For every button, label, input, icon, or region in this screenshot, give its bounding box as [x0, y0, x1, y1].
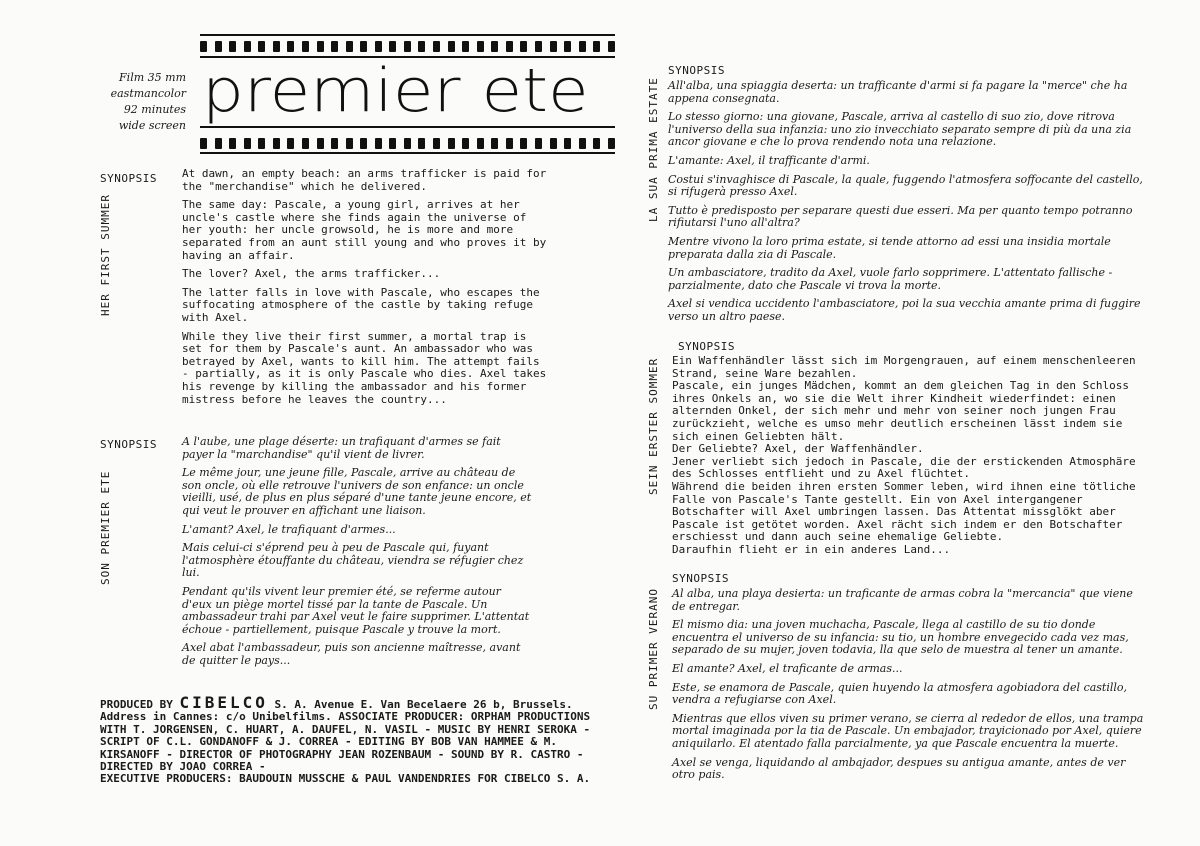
de-paragraph: Der Geliebte? Axel, der Waffenhändler. [672, 442, 924, 456]
film-info [100, 70, 186, 134]
synopsis-heading-fr: SYNOPSIS [100, 438, 157, 451]
vertical-label-fr: SON PREMIER ETE [99, 470, 112, 585]
filmstrip-bottom-line [200, 152, 615, 154]
credits-line-4: SCRIPT OF C.L. GONDANOFF & J. CORREA - EDITING BY BOB VAN HAMMEE & M. [100, 735, 557, 749]
de-paragraph: Während die beiden ihren ersten Sommer leben, wird ihnen eine tötliche Falle von Pascale's Tante gestellt. Ein von Axel intergangener Botschafter will Axel umbringen lassen. Das Attentat missglökt aber Pascale ist getötet worden. Axel rächt sich indem er den Botschafter erschiesst und dann auch seine ehemalige Geliebte. [672, 479, 1136, 544]
vertical-label-it: LA SUA PRIMA ESTATE [647, 77, 660, 222]
film-screen: wide screen [118, 119, 186, 132]
it-paragraph: Mentre vivono la loro prima estate, si tende attorno ad essi una insidia mortale preparata dalla zia di Pascale. [668, 234, 1111, 261]
synopsis-en [182, 168, 552, 412]
fr-paragraph: A l'aube, une plage déserte: un trafiquant d'armes se fait payer la "marchandise" qu'il vient de livrer. [182, 435, 501, 461]
synopsis-de [672, 355, 1142, 557]
it-paragraph: L'amante: Axel, il trafficante d'armi. [668, 153, 870, 167]
de-paragraph: Ein Waffenhändler lässt sich im Morgengrauen, auf einem menschenleeren Strand, seine Ware bezahlen. [672, 354, 1136, 380]
it-paragraph: Costui s'invaghisce di Pascale, la quale, fuggendo l'atmosfera soffocante del castello, si rifugerà presso Axel. [668, 172, 1143, 199]
en-paragraph: The lover? Axel, the arms trafficker... [182, 267, 441, 281]
it-paragraph: Tutto è predisposto per separare questi due esseri. Ma per quanto tempo potranno rifiutarsi l'uno all'altra? [668, 203, 1133, 230]
synopsis-heading-it: SYNOPSIS [668, 64, 725, 77]
it-paragraph: Un ambasciatore, tradito da Axel, vuole farlo sopprimere. L'attentato fallische - parzialmente, dato che Pascale vi trova la morte. [668, 266, 1113, 292]
es-paragraph: Al alba, una playa desierta: un traficante de armas cobra la "mercancia" que viene de entregar. [672, 587, 1133, 613]
vertical-label-es: SU PRIMER VERANO [647, 588, 660, 710]
it-paragraph: Lo stesso giorno: una giovane, Pascale, arriva al castello di suo zio, dove ritrova l'universo della sua infanzia: uno zio invecchiato separato sempre di più da una zia ancor giovane e che lo prova rendendo nota una relazione. [668, 110, 1132, 149]
credits [100, 693, 620, 786]
filmstrip-top-line [200, 34, 615, 36]
fr-paragraph: L'amant? Axel, le trafiquant d'armes... [182, 522, 396, 536]
es-paragraph: El mismo dia: una joven muchacha, Pascale, llega al castillo de su tio donde encuentra el universo de su infancia: su tio, un hombre envegecido cada vez mas, separado de su mujer, joven todavia, lla que selo de muestra al tener un amante. [672, 618, 1129, 657]
synopsis-heading-en: SYNOPSIS [100, 172, 157, 185]
credits-line-1 [100, 693, 620, 712]
filmstrip-title-bottom-line [200, 126, 615, 128]
company-logo: CIBELCO [179, 693, 268, 712]
fr-paragraph: Le même jour, une jeune fille, Pascale, arrive au château de son oncle, où elle retrouve l'univers de son enfance: un oncle vieilli, usé, de plus en plus séparé d'une tante jeune encore, et qui veut le prouver en affichant une liaison. [182, 466, 532, 517]
vertical-label-en: HER FIRST SUMMER [99, 194, 112, 316]
it-paragraph: Axel si vendica uccidento l'ambasciatore, poi la sua vecchia amante prima di fuggire verso un altro paese. [668, 297, 1141, 323]
de-paragraph: Jener verliebt sich jedoch in Pascale, die der erstickenden Atmosphäre des Schlosses entflieht und zu Axel flüchtet. [672, 454, 1136, 481]
de-paragraph: Daraufhin flieht er in ein anderes Land... [672, 542, 951, 556]
synopsis-heading-de: SYNOPSIS [678, 340, 735, 353]
credits-line-7: EXECUTIVE PRODUCERS: BAUDOUIN MUSSCHE & PAUL VANDENDRIES FOR CIBELCO S. A. [100, 772, 591, 786]
synopsis-heading-es: SYNOPSIS [672, 572, 729, 585]
film-format: Film 35 mm [119, 71, 186, 84]
en-paragraph: While they live their first summer, a mortal trap is set for them by Pascale's aunt. An ambassador who was betrayed by Axel, wants to kill him. The attempt fails - partially, as it is only Pascale who dies. Axel takes his revenge by killing the ambassador and his former mistress before he leaves the country... [182, 329, 547, 406]
es-paragraph: Este, se enamora de Pascale, quien huyendo la atmosfera agobiadora del castillo, vendra a refugiarse con Axel. [672, 680, 1128, 707]
film-duration: 92 minutes [123, 103, 186, 116]
filmstrip-bottom [200, 137, 615, 149]
credits-line-2: Address in Cannes: c/o Unibelfilms. ASSOCIATE PRODUCER: ORPHAM PRODUCTIONS [100, 710, 591, 724]
de-paragraph: Pascale, ein junges Mädchen, kommt an dem gleichen Tag in den Schloss ihres Onkels an, wo sie die Welt ihrer Kindheit wiederfindet: einen alternden Onkel, der sich mehr und mehr von seiner noch jungen Frau zurückzieht, welche es umso mehr deutlich erscheinen lässt indem sie sich einen Geliebten hält. [672, 379, 1129, 443]
es-paragraph: Mientras que ellos viven su primer verano, se cierra al rededor de ellos, una trampa mortal imaginada por la tia de Pascale. Un embajador, trayicionado por Axel, quiere aniquilarlo. El atentado falla parcialmente, ya que Pascale encuentra la muerte. [672, 711, 1144, 750]
company-address: Avenue E. Van Becelaere 26 b, Brussels. [314, 698, 573, 711]
fr-paragraph: Axel abat l'ambassadeur, puis son ancienne maîtresse, avant de quitter le pays... [182, 641, 521, 667]
credits-line-3: WITH T. JORGENSEN, C. HUART, A. DAUFEL, N. VASIL - MUSIC BY HENRI SEROKA - [100, 722, 591, 736]
es-paragraph: El amante? Axel, el traficante de armas... [672, 661, 903, 675]
credits-line-6: DIRECTED BY JOAO CORREA - [100, 760, 266, 774]
page-title: premier ete [202, 56, 589, 126]
vertical-label-de: SEIN ERSTER SOMMER [647, 357, 660, 495]
en-paragraph: The latter falls in love with Pascale, who escapes the suffocating atmosphere of the castle by taking refuge with Axel. [182, 285, 540, 324]
produced-by-label: PRODUCED BY [100, 698, 173, 711]
fr-paragraph: Pendant qu'ils vivent leur premier été, se referme autour d'eux un piège mortel tissé par la tante de Pascale. Un ambassadeur trahi par Axel veut le faire supprimer. L'attentat échoue - partiellement, puisque Pascale y trouve la mort. [182, 584, 530, 636]
filmstrip-top [200, 40, 615, 52]
company-suffix: S. A. [274, 698, 308, 711]
es-paragraph: Axel se venga, liquidando al ambajador, despues su antigua amante, antes de ver otro pais. [672, 755, 1126, 782]
synopsis-es [672, 588, 1148, 788]
credits-line-5: KIRSANOFF - DIRECTOR OF PHOTOGRAPHY JEAN ROZENBAUM - SOUND BY R. CASTRO - [100, 747, 584, 761]
film-color: eastmancolor [110, 87, 186, 100]
it-paragraph: All'alba, una spiaggia deserta: un trafficante d'armi si fa pagare la "merce" che ha appena consegnata. [668, 79, 1128, 105]
synopsis-fr [182, 436, 534, 674]
en-paragraph: At dawn, an empty beach: an arms trafficker is paid for the "merchandise" which he delivered. [182, 167, 547, 193]
synopsis-it [668, 80, 1148, 330]
en-paragraph: The same day: Pascale, a young girl, arrives at her uncle's castle where she finds again the universe of her youth: her uncle growsold, he is more and more separated from an aunt still young and who proves it by having an affair. [182, 198, 547, 262]
fr-paragraph: Mais celui-ci s'éprend peu à peu de Pascale qui, fuyant l'atmosphère étouffante du château, viendra se réfugier chez lui. [182, 541, 524, 580]
